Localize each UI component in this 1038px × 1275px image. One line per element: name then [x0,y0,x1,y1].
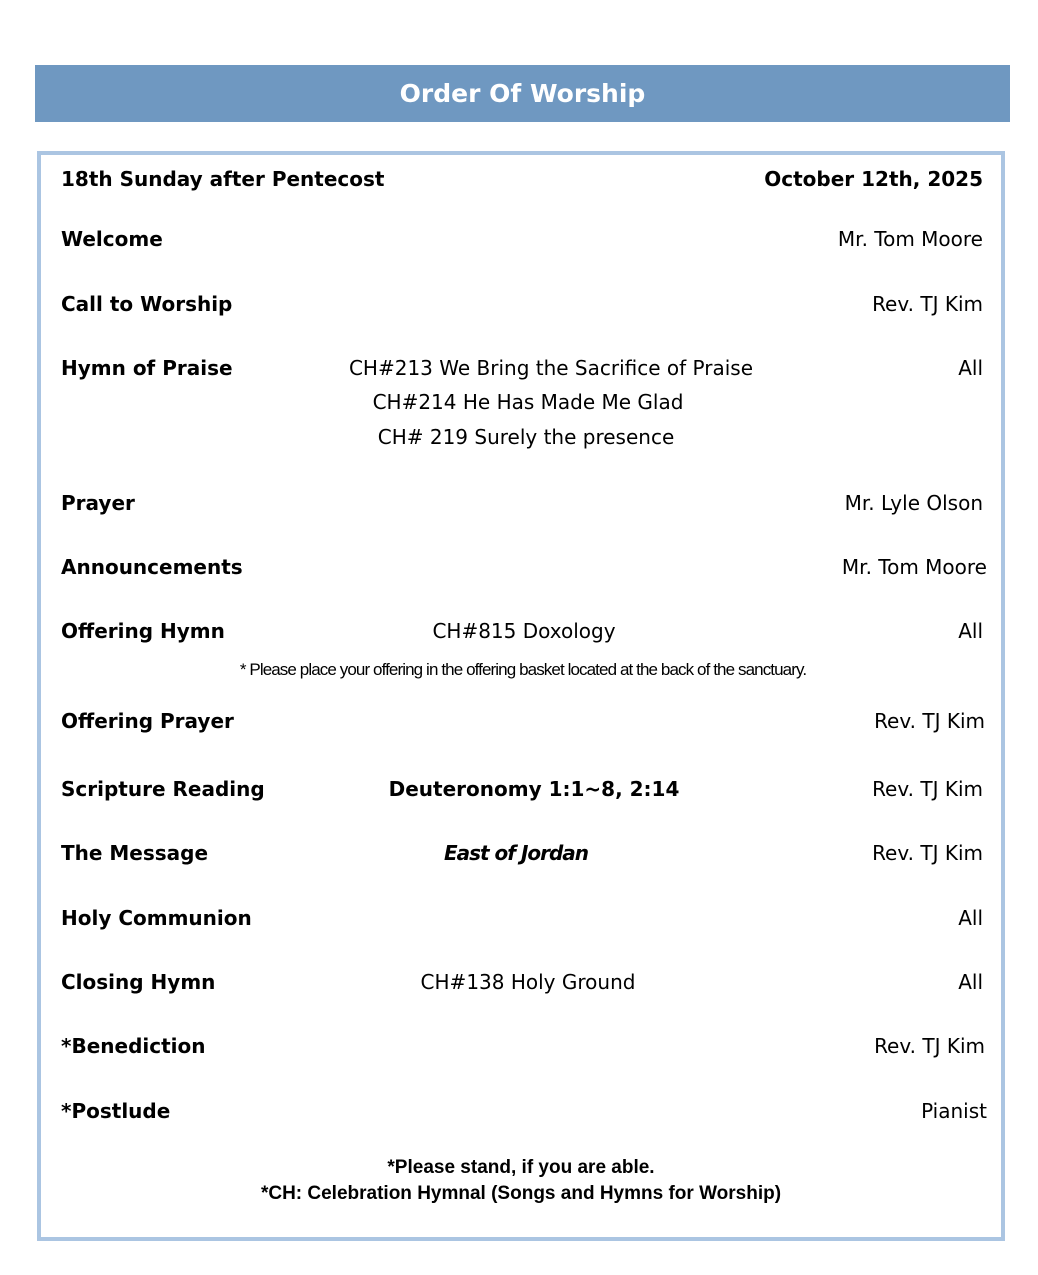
offering-hymn-detail: CH#815 Doxology [432,619,616,643]
closing-hymn-detail: CH#138 Holy Ground [420,970,636,994]
hymn-detail-1: CH#213 We Bring the Sacrifice of Praise [348,356,754,380]
item-label-holy-communion: Holy Communion [61,906,252,930]
item-leader-the-message: Rev. TJ Kim [872,841,983,865]
page-title: Order Of Worship [35,65,1010,122]
item-label-welcome: Welcome [61,227,163,251]
hymn-detail-2: CH#214 He Has Made Me Glad [372,390,684,414]
item-label-offering-hymn: Offering Hymn [61,619,225,643]
service-date: October 12th, 2025 [764,167,983,191]
item-leader-offering-prayer: Rev. TJ Kim [874,709,985,733]
worship-order-box [37,151,1005,1241]
item-leader-scripture-reading: Rev. TJ Kim [872,777,983,801]
item-label-closing-hymn: Closing Hymn [61,970,216,994]
item-label-benediction: *Benediction [61,1034,206,1058]
footer-hymnal-note: *CH: Celebration Hymnal (Songs and Hymns for Worship) [260,1183,782,1204]
sermon-title: East of Jordan [443,841,589,865]
item-label-announcements: Announcements [61,555,243,579]
item-leader-closing-hymn: All [958,970,983,994]
item-label-scripture-reading: Scripture Reading [61,777,265,801]
occasion: 18th Sunday after Pentecost [61,167,385,191]
footer-stand-note: *Please stand, if you are able. [387,1157,655,1178]
item-leader-holy-communion: All [958,906,983,930]
item-label-call-to-worship: Call to Worship [61,292,233,316]
scripture-reference: Deuteronomy 1:1~8, 2:14 [388,777,680,801]
item-leader-prayer: Mr. Lyle Olson [844,491,983,515]
item-leader-benediction: Rev. TJ Kim [874,1034,985,1058]
item-leader-welcome: Mr. Tom Moore [837,227,983,251]
item-label-prayer: Prayer [61,491,135,515]
item-label-postlude: *Postlude [61,1099,171,1123]
item-leader-hymn-of-praise: All [958,356,983,380]
item-leader-announcements: Mr. Tom Moore [841,555,987,579]
offering-note: * Please place your offering in the offering basket located at the back of the sanctuary. [239,660,807,679]
item-leader-call-to-worship: Rev. TJ Kim [872,292,983,316]
item-label-hymn-of-praise: Hymn of Praise [61,356,233,380]
item-leader-offering-hymn: All [958,619,983,643]
hymn-detail-3: CH# 219 Surely the presence [377,425,675,449]
item-label-the-message: The Message [61,841,209,865]
item-label-offering-prayer: Offering Prayer [61,709,234,733]
item-leader-postlude: Pianist [921,1099,987,1123]
